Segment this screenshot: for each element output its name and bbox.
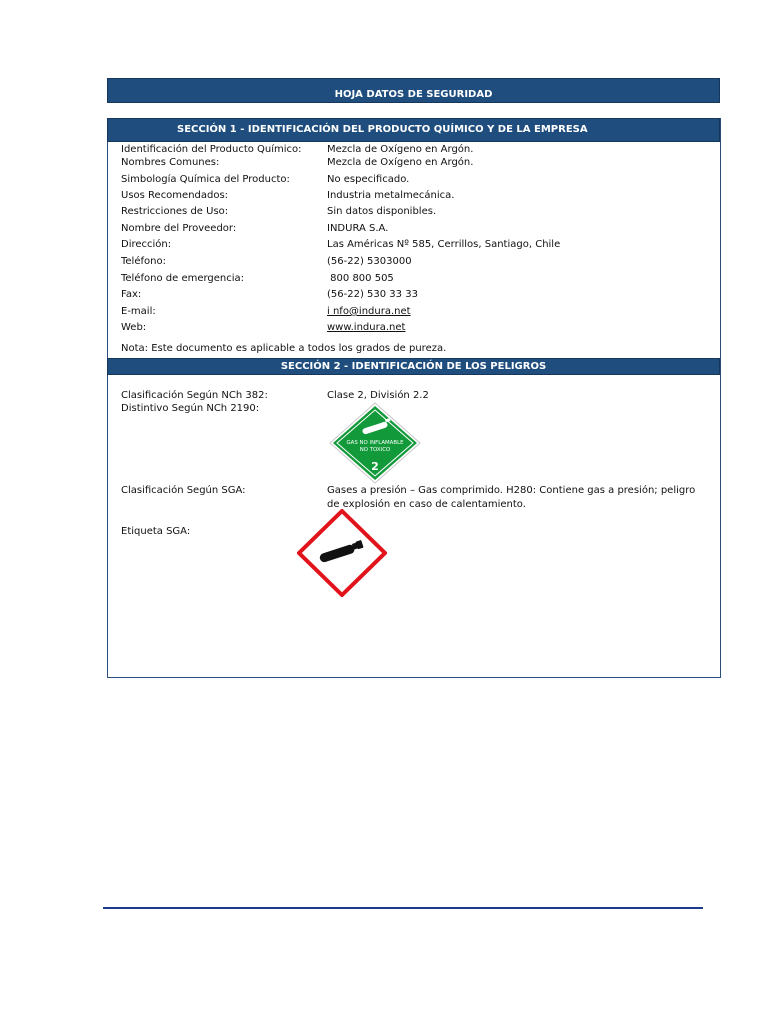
placard-text-line1: GAS NO INFLAMABLE: [346, 440, 404, 446]
supplier-value: INDURA S.A.: [327, 223, 389, 234]
footer-divider: [103, 907, 703, 909]
chem-symbol-value: No especificado.: [327, 174, 410, 185]
email-link[interactable]: i nfo@indura.net: [327, 306, 411, 317]
phone-value: (56-22) 5303000: [327, 256, 412, 267]
sga-label: Clasificación Según SGA:: [121, 485, 246, 496]
ghs-gas-cylinder-pictogram: [297, 509, 387, 597]
non-flammable-gas-placard: [329, 402, 421, 484]
nch382-label: Clasificación Según NCh 382:: [121, 390, 268, 401]
product-id-value: Mezcla de Oxígeno en Argón.: [327, 144, 474, 155]
common-names-label: Nombres Comunes:: [121, 157, 220, 168]
nch2190-label: Distintivo Según NCh 2190:: [121, 403, 260, 414]
phone-label: Teléfono:: [121, 256, 166, 267]
section-2-header: SECCIÓN 2 - IDENTIFICACIÓN DE LOS PELIGROS: [107, 358, 720, 375]
sga-value: Gases a presión – Gas comprimido. H280: Contiene gas a presión; peligro de explosión en caso de calentamiento.: [327, 485, 696, 510]
fax-value: (56-22) 530 33 33: [327, 289, 418, 300]
supplier-label: Nombre del Proveedor:: [121, 223, 237, 234]
emergency-phone-label: Teléfono de emergencia:: [121, 273, 245, 284]
emergency-phone-value: 800 800 505: [327, 273, 394, 284]
common-names-value: Mezcla de Oxígeno en Argón.: [327, 157, 474, 168]
uses-value: Industria metalmecánica.: [327, 190, 455, 201]
email-label: E-mail:: [121, 306, 156, 317]
uses-label: Usos Recomendados:: [121, 190, 229, 201]
section-1-header: SECCIÓN 1 - IDENTIFICACIÓN DEL PRODUCTO QUÍMICO Y DE LA EMPRESA: [107, 118, 720, 142]
placard-text-line2: NO TOXICO: [359, 447, 391, 453]
web-link[interactable]: www.indura.net: [327, 322, 406, 333]
etiqueta-label: Etiqueta SGA:: [121, 526, 191, 537]
web-label: Web:: [121, 322, 147, 333]
placard-class-number: 2: [371, 460, 379, 473]
restrictions-label: Restricciones de Uso:: [121, 206, 229, 217]
address-value: Las Américas Nº 585, Cerrillos, Santiago, Chile: [327, 239, 561, 250]
chem-symbol-label: Simbología Química del Producto:: [121, 174, 290, 185]
purity-note: Nota: Este documento es aplicable a todos los grados de pureza.: [121, 343, 447, 354]
document-title: HOJA DATOS DE SEGURIDAD: [107, 78, 720, 103]
fax-label: Fax:: [121, 289, 142, 300]
product-id-label: Identificación del Producto Químico:: [121, 144, 302, 155]
restrictions-value: Sin datos disponibles.: [327, 206, 437, 217]
nch382-value: Clase 2, División 2.2: [327, 390, 429, 401]
address-label: Dirección:: [121, 239, 172, 250]
